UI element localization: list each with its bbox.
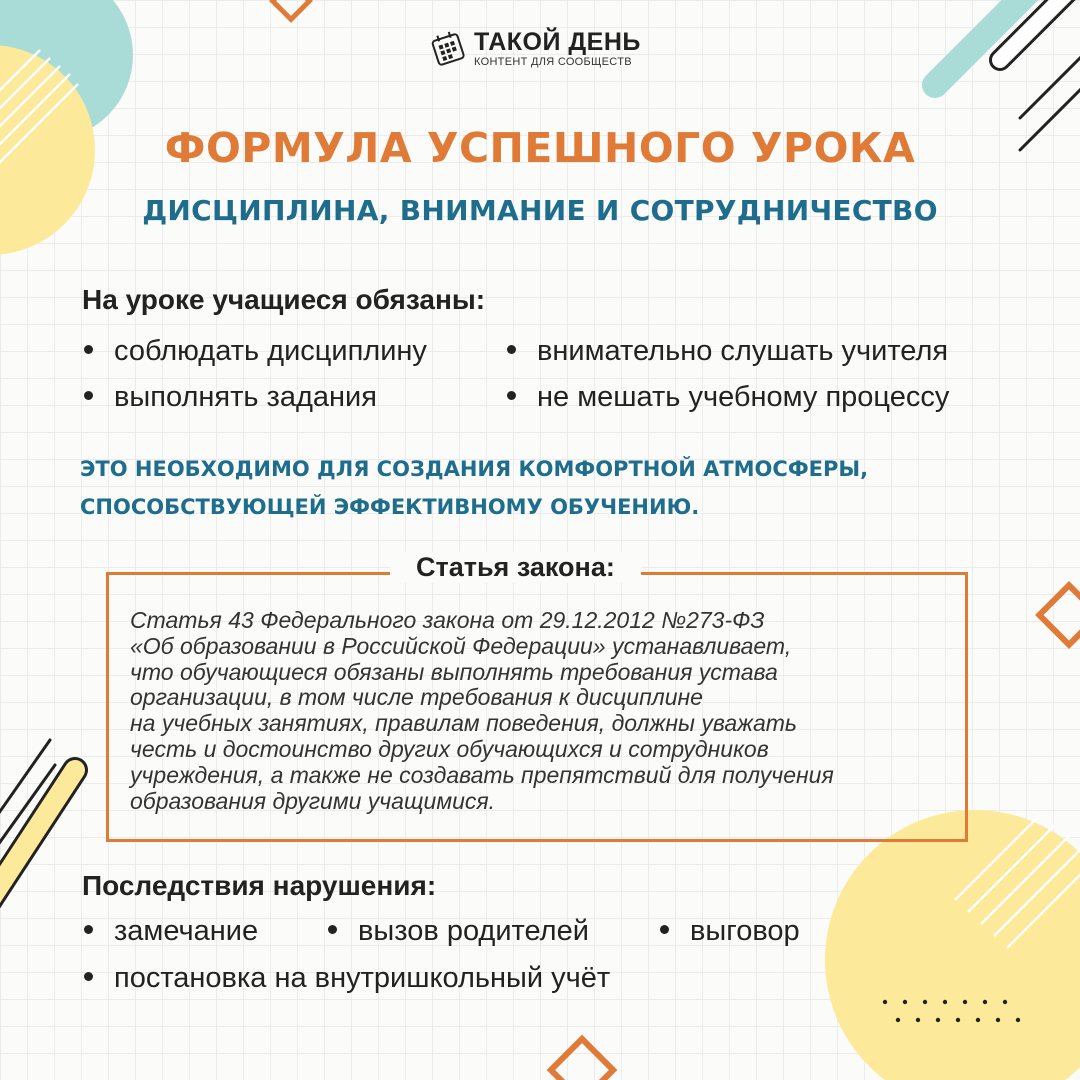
stripes-bottom-right xyxy=(955,815,1080,948)
purpose-note xyxy=(80,450,1000,526)
law-title: Статья закона: xyxy=(390,552,641,583)
duty-item: выполнять задания xyxy=(84,381,377,414)
page-subtitle: ДИСЦИПЛИНА, ВНИМАНИЕ И СОТРУДНИЧЕСТВО xyxy=(142,194,938,227)
dots-bottom-right xyxy=(883,1000,1020,1022)
logo xyxy=(428,28,641,68)
page-title: ФОРМУЛА УСПЕШНОГО УРОКА xyxy=(164,124,916,172)
stripes-left xyxy=(0,740,75,900)
calendar-icon xyxy=(428,28,468,68)
logo-text xyxy=(474,29,641,68)
duties-title: На уроке учащиеся обязаны: xyxy=(82,284,486,315)
law-text-line: учреждения, а также не создавать препятствий для получения xyxy=(130,761,834,788)
consequence-item: постановка на внутришкольный учёт xyxy=(84,962,610,995)
consequences-title: Последствия нарушения: xyxy=(82,870,437,901)
mint-circle-top-left xyxy=(0,0,133,140)
diamond-bottom xyxy=(551,1039,613,1080)
purpose-note-line: ЭТО НЕОБХОДИМО ДЛЯ СОЗДАНИЯ КОМФОРТНОЙ АТМОСФЕРЫ, xyxy=(80,457,869,481)
purpose-note-line: СПОСОБСТВУЮЩЕЙ ЭФФЕКТИВНОМУ ОБУЧЕНИЮ. xyxy=(80,495,700,519)
law-text-line: честь и достоинство других обучающихся и сотрудников xyxy=(130,735,769,762)
logo-title: ТАКОЙ ДЕНЬ xyxy=(474,27,641,56)
law-text-line: организации, в том числе требования к дисциплине xyxy=(130,684,703,711)
diamond-top xyxy=(273,0,310,19)
law-text-line: образования другими учащимися. xyxy=(130,787,496,814)
consequence-item: замечание xyxy=(84,915,258,948)
law-text-line: «Об образовании в Российской Федерации» устанавливает, xyxy=(130,632,792,659)
consequence-item: выговор xyxy=(660,915,800,948)
law-text-line: что обучающиеся обязаны выполнять требования устава xyxy=(130,658,778,685)
law-text-line: на учебных занятиях, правилам поведения, должны уважать xyxy=(130,710,798,737)
yellow-circle-bottom-right xyxy=(825,810,1080,1080)
duty-item: внимательно слушать учителя xyxy=(507,335,948,368)
law-text-line: Статья 43 Федерального закона от 29.12.2012 №273-ФЗ xyxy=(130,607,765,633)
logo-subtitle: КОНТЕНТ ДЛЯ СООБЩЕСТВ xyxy=(474,55,632,68)
diamond-right xyxy=(1039,585,1080,644)
duty-item: не мешать учебному процессу xyxy=(507,381,949,414)
consequence-item: вызов родителей xyxy=(328,915,589,948)
law-text xyxy=(130,608,960,814)
duty-item: соблюдать дисциплину xyxy=(84,335,427,368)
